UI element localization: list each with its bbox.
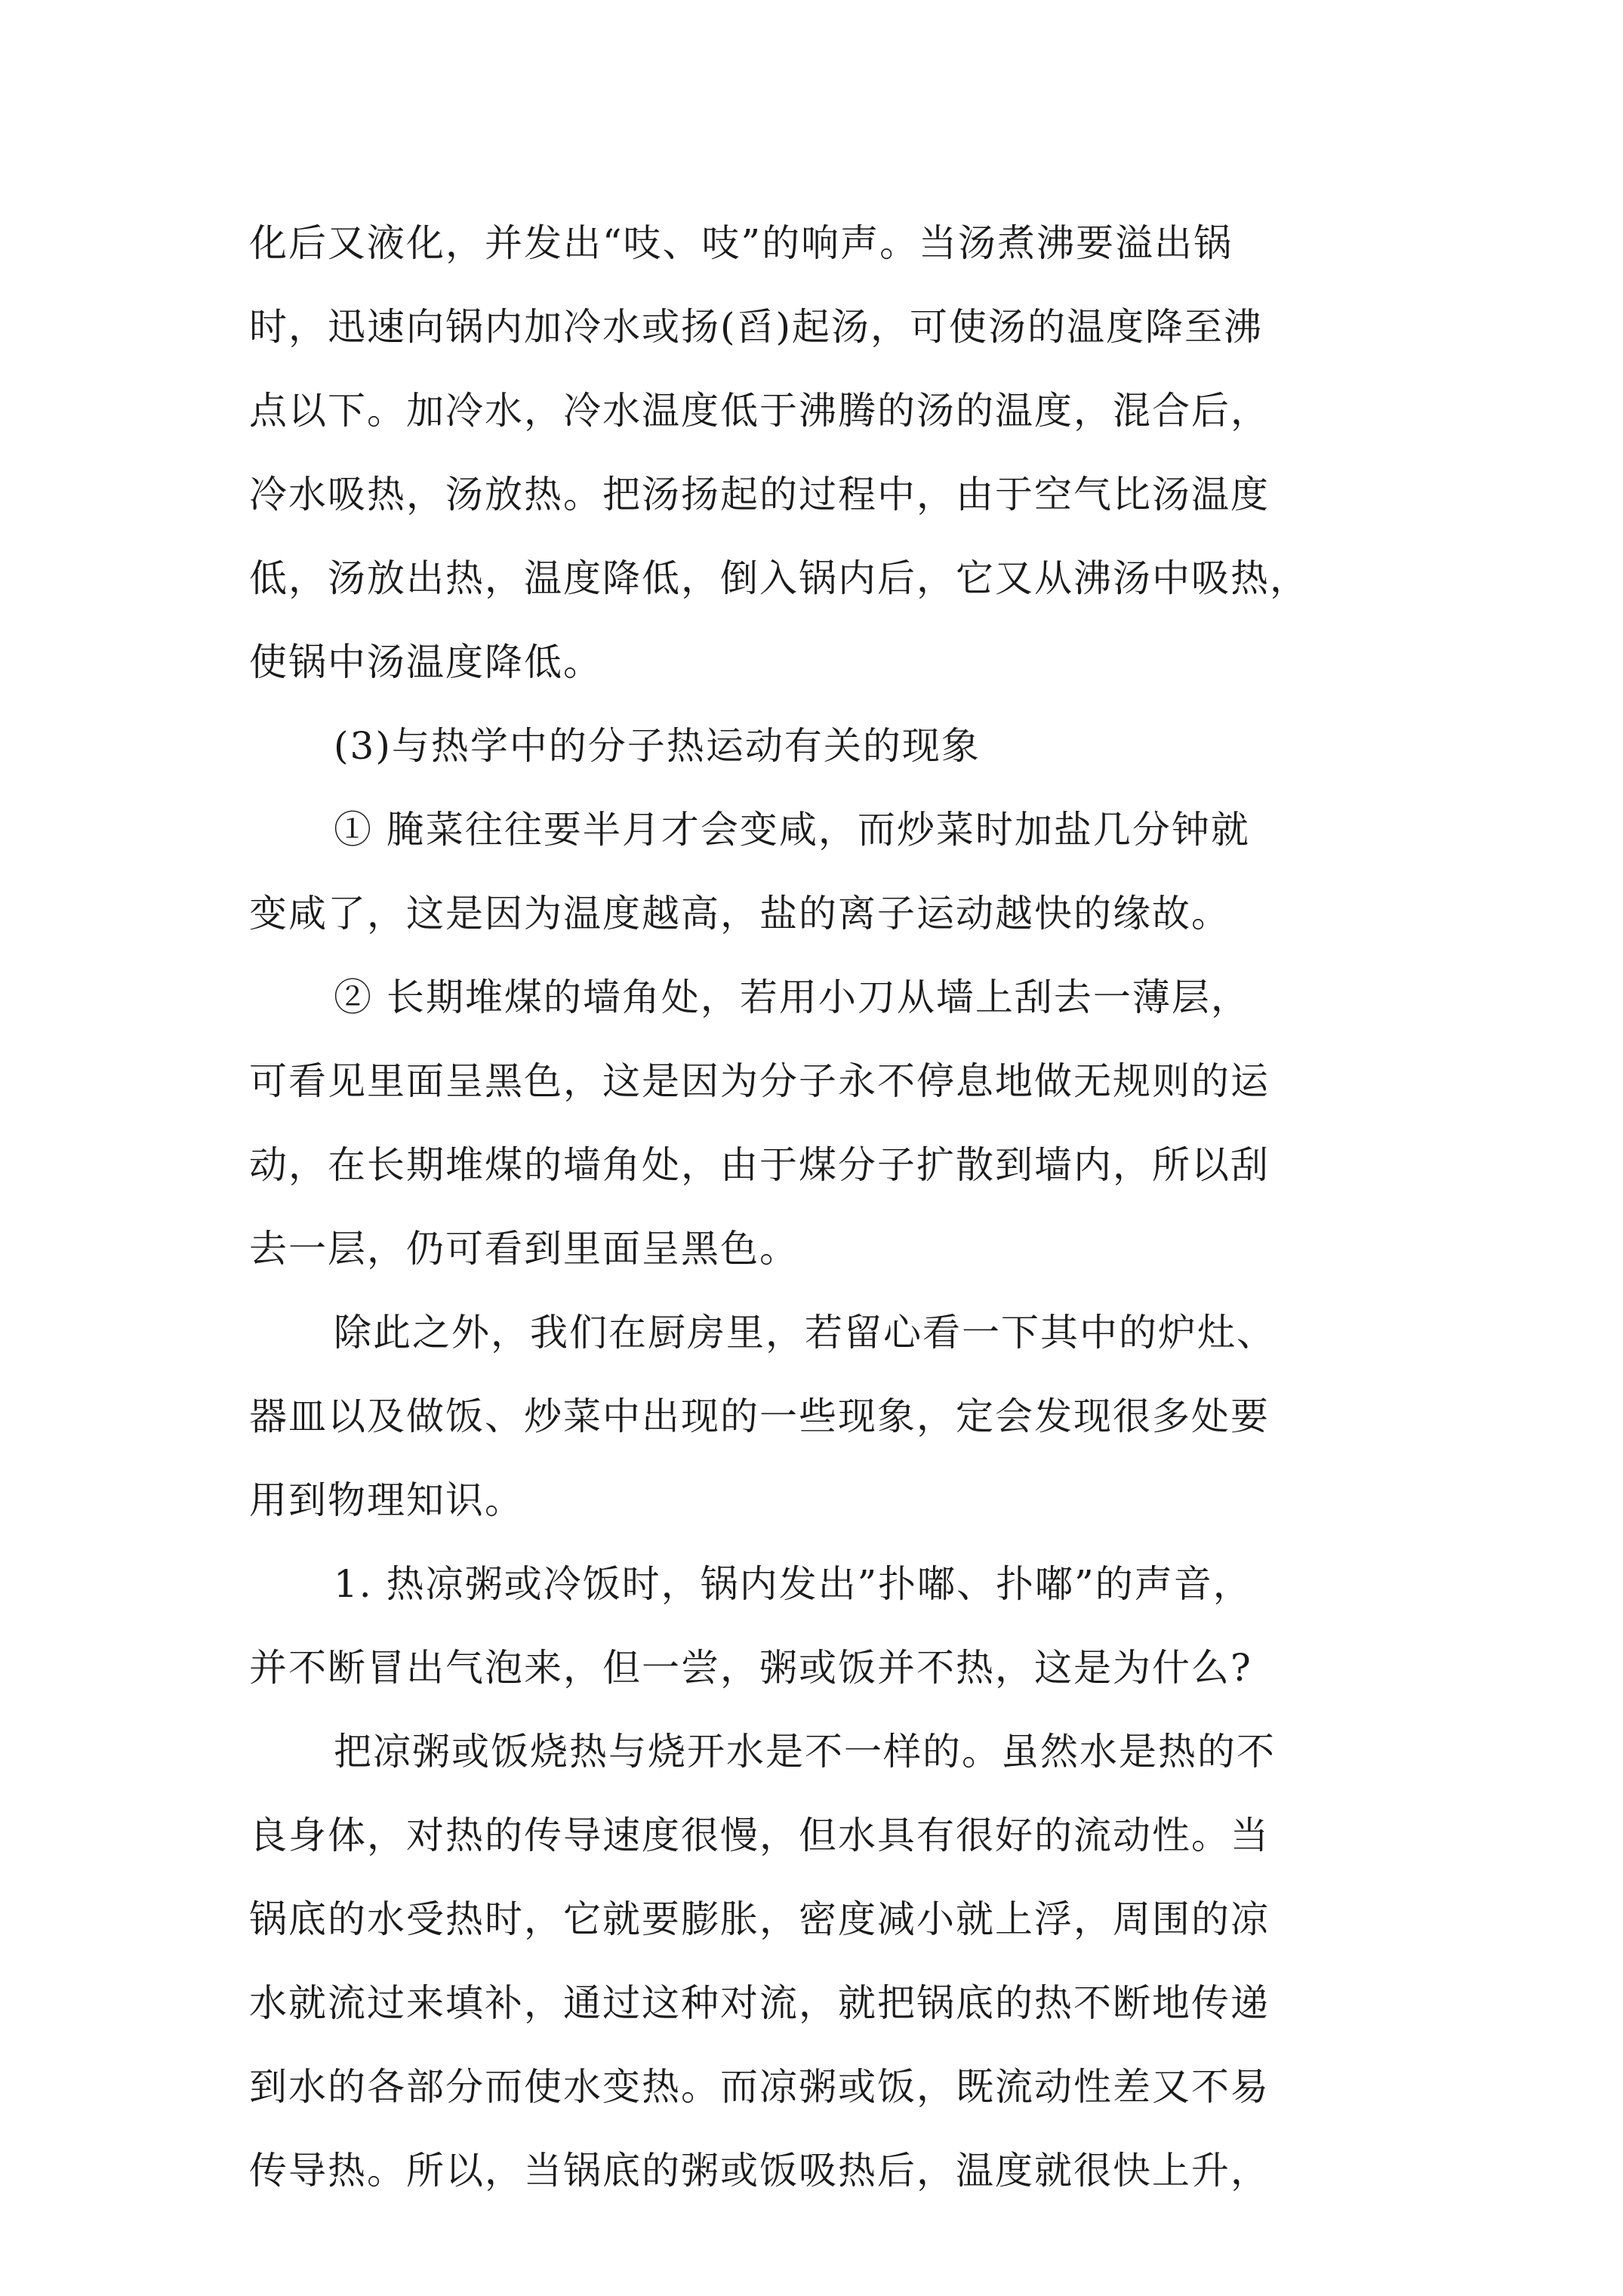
text-line: 用到物理知识。 [249, 1478, 524, 1522]
text-line: 到水的各部分而使水变热。而凉粥或饭，既流动性差又不易 [249, 2065, 1270, 2109]
text-line: 动，在长期堆煤的墙角处，由于煤分子扩散到墙内，所以刮 [249, 1143, 1270, 1187]
text-line: 锅底的水受热时，它就要膨胀，密度减小就上浮，周围的凉 [249, 1897, 1270, 1941]
text-line: 冷水吸热，汤放热。把汤扬起的过程中，由于空气比汤温度 [249, 473, 1270, 516]
text-line: 低，汤放出热，温度降低，倒入锅内后，它又从沸汤中吸热， [249, 556, 1309, 600]
text-line: 使锅中汤温度降低。 [249, 640, 602, 684]
question-line: 1. 热凉粥或冷饭时，锅内发出”扑嘟、扑嘟”的声音， [334, 1562, 1252, 1606]
text-line: ① 腌菜往往要半月才会变咸，而炒菜时加盐几分钟就 [334, 808, 1250, 852]
text-line: 传导热。所以，当锅底的粥或饭吸热后，温度就很快上升， [249, 2149, 1270, 2193]
text-line: 可看见里面呈黑色，这是因为分子永不停息地做无规则的运 [249, 1059, 1270, 1103]
text-line: 良身体，对热的传导速度很慢，但水具有很好的流动性。当 [249, 1814, 1270, 1857]
text-line: 水就流过来填补，通过这种对流，就把锅底的热不断地传递 [249, 1981, 1270, 2025]
text-line: 点以下。加冷水，冷水温度低于沸腾的汤的温度，混合后， [249, 389, 1270, 433]
question-line: 并不断冒出气泡来，但一尝，粥或饭并不热，这是为什么? [249, 1646, 1252, 1690]
text-line: 时，迅速向锅内加冷水或扬(舀)起汤，可使汤的温度降至沸 [249, 305, 1264, 349]
text-line: 器皿以及做饭、炒菜中出现的一些现象，定会发现很多处要 [249, 1395, 1270, 1438]
text-line: 变咸了，这是因为温度越高，盐的离子运动越快的缘故。 [249, 892, 1230, 935]
text-line: 把凉粥或饭烧热与烧开水是不一样的。虽然水是热的不 [334, 1730, 1276, 1774]
text-line: 化后又液化，并发出“吱、吱”的响声。当汤煮沸要溢出锅 [249, 221, 1233, 265]
text-line: ② 长期堆煤的墙角处，若用小刀从墙上刮去一薄层， [334, 975, 1250, 1019]
section-heading: (3)与热学中的分子热运动有关的现象 [334, 724, 981, 768]
text-line: 除此之外，我们在厨房里，若留心看一下其中的炉灶、 [334, 1311, 1276, 1354]
text-line: 去一层，仍可看到里面呈黑色。 [249, 1227, 799, 1271]
